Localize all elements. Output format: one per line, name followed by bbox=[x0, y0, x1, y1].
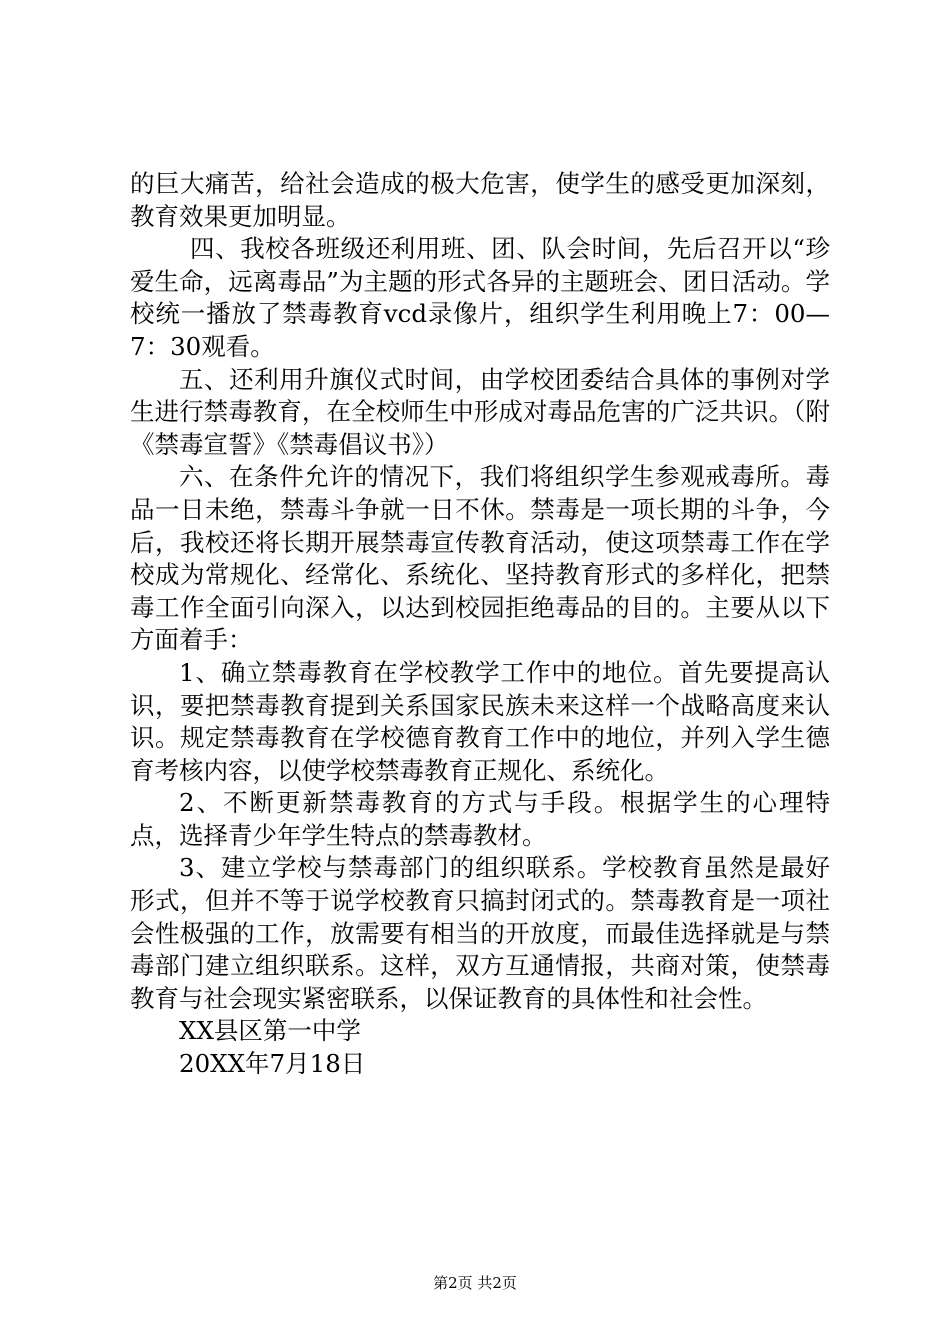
signature-date: 20XX年7月18日 bbox=[179, 1049, 366, 1079]
paragraph-continuation: 的巨大痛苦，给社会造成的极大危害，使学生的感受更加深刻，教育效果更加明显。 bbox=[130, 169, 830, 231]
paragraph-item-four: 四、我校各班级还利用班、团、队会时间，先后召开以“珍爱生命，远离毒品”为主题的形式各异的主题班会、团日活动。学校统一播放了禁毒教育vcd录像片，组织学生利用晚上7：00—7：30观看。 bbox=[130, 234, 830, 361]
paragraph-point-three: 3、建立学校与禁毒部门的组织联系。学校教育虽然是最好形式，但并不等于说学校教育只搞封闭式的。禁毒教育是一项社会性极强的工作，放需要有相当的开放度，而最佳选择就是与禁毒部门建立组织联系。这样，双方互通情报，共商对策，使禁毒教育与社会现实紧密联系，以保证教育的具体性和社会性。 bbox=[130, 853, 830, 1013]
page-number-label: 第2页 共2页 bbox=[433, 1274, 517, 1292]
signature-organization: XX县区第一中学 bbox=[179, 1016, 361, 1046]
page-footer bbox=[0, 1273, 950, 1293]
paragraph-point-two: 2、不断更新禁毒教育的方式与手段。根据学生的心理特点，选择青少年学生特点的禁毒教材。 bbox=[130, 788, 830, 850]
paragraph-item-five: 五、还利用升旗仪式时间，由学校团委结合具体的事例对学生进行禁毒教育，在全校师生中形成对毒品危害的广泛共识。（附《禁毒宣誓》《禁毒倡议书》） bbox=[130, 364, 830, 459]
paragraph-point-one: 1、确立禁毒教育在学校教学工作中的地位。首先要提高认识，要把禁毒教育提到关系国家民族未来这样一个战略高度来认识。规定禁毒教育在学校德育教育工作中的地位，并列入学生德育考核内容，以使学校禁毒教育正规化、系统化。 bbox=[130, 657, 830, 785]
paragraph-item-six: 六、在条件允许的情况下，我们将组织学生参观戒毒所。毒品一日未绝，禁毒斗争就一日不休。禁毒是一项长期的斗争，今后，我校还将长期开展禁毒宣传教育活动，使这项禁毒工作在学校成为常规化、经常化、系统化、坚持教育形式的多样化，把禁毒工作全面引向深入，以达到校园拒绝毒品的目的。主要从以下方面着手： bbox=[130, 462, 830, 655]
document-body bbox=[130, 168, 830, 1081]
